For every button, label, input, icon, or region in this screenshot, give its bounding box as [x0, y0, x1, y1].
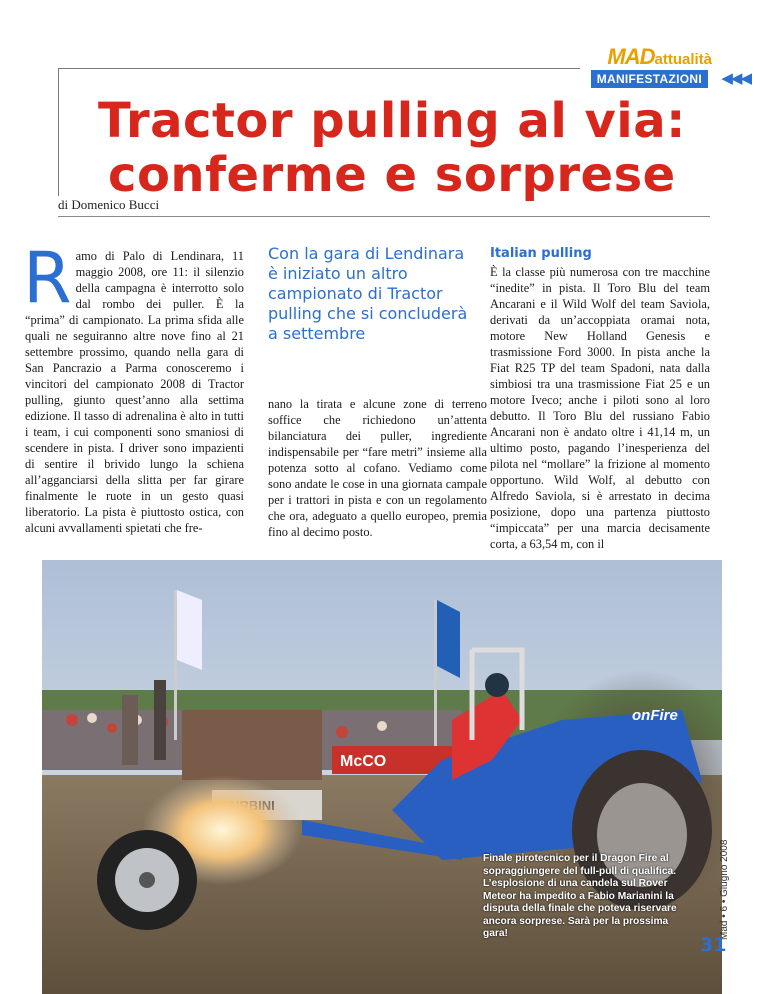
photo-banner-text: McCO [340, 753, 387, 770]
article-title [98, 94, 738, 202]
article-column-1 [23, 237, 244, 536]
title-frame-rule [58, 68, 59, 196]
arrows-icon: ◀◀◀ [721, 69, 750, 87]
issue-side-text [717, 800, 733, 940]
photo-tractor-text: onFire [632, 707, 678, 724]
column-2-text: nano la tirata e alcune zone di terreno soffice che richiedono un’attenta bilanciatura dei puller, ingrediente indispensabile per “fare metri” insieme alla potenza sotto al cofano. Vediamo come sono andate le cose in una giornata campale per i trattori in pista e con un regolamento che ora, adeguato a quello europeo, premia fino al decimo posto. [268, 397, 487, 539]
drop-cap: R [23, 237, 72, 319]
title-line-1: Tractor pulling al via: [98, 93, 686, 149]
logo-section: attualità [654, 51, 712, 68]
byline-rule [58, 216, 710, 217]
title-line-2: conferme e sorprese [108, 147, 676, 203]
subheading: Italian pulling [490, 246, 592, 261]
column-3-text: È la classe più numerosa con tre macchine “inedite” in pista. Il Toro Blu del team Ancarani e il Wild Wolf del team Saviola, derivati da un’accoppiata oramai nota, motore New Holland Genesis e trasmissione Ford 3000. In pista anche la Fiat R25 TP del team Spadoni, nata dalla simbiosi tra una trasmissione Fiat 25 e un motore Iveco; anche i piloti sono al loro debutto. Il Toro Blu del russiano Fabio Ancarani non è andato oltre i 41,14 m, un ultimo posto, pagando l’inesperienza del pilota nel “mollare” la frizione al momento opportuno. Wild Wolf, al debutto con Alfredo Saviola, si è arrestato in decima posizione, dopo una partenza piuttosto “impiccata” per una marcia decisamente corta, a 63,54 m, con il [490, 265, 710, 551]
page-number: 31 [700, 934, 727, 956]
byline: di Domenico Bucci [58, 197, 160, 212]
pull-quote: Con la gara di Lendinara è iniziato un altro campionato di Tractor pulling che si concluderà a settembre [268, 244, 468, 343]
magazine-logo [607, 44, 712, 70]
photo-caption: Finale pirotecnico per il Dragon Fire al sopraggiungere del full-pull di qualifica. L’esplosione di una candela sul Rover Meteor ha impedito a Fabio Marianini la disputa della finale che poteva riservare ancora sorprese. Sarà per la prossima gara! [483, 853, 677, 939]
column-1-text: amo di Palo di Lendinara, 11 maggio 2008, ore 11: il silenzio della campagna è interrotto solo dal rombo dei puller. È la “prima” di campionato. La prima sfida alle quali ne seguiranno altre nove fino al 21 settembre prossimo, quando nella gara di San Pancrazio a Parma conosceremo i vincitori del campionato 2008 di Tractor pulling, giunto quest’anno alla settima edizione. Il tasso di adrenalina è alto in tutti i team, i cui componenti sono smaniosi di scendere in pista. I driver sono impazienti di sentire il brivido lungo la schiena all’agganciarsi della slitta per far girare finalmente le ruote in un gesto quasi liberatorio. La pista è piuttosto ostica, con alcuni avvallamenti spietati che fre- [25, 249, 244, 535]
article-column-3 [490, 246, 710, 552]
side-text: Mad • 6 • Giugno 2008 [719, 839, 730, 940]
logo-brand: MAD [607, 44, 655, 69]
header-rule [58, 68, 580, 69]
section-label: MANIFESTAZIONI [591, 70, 708, 88]
article-column-2 [268, 396, 487, 540]
